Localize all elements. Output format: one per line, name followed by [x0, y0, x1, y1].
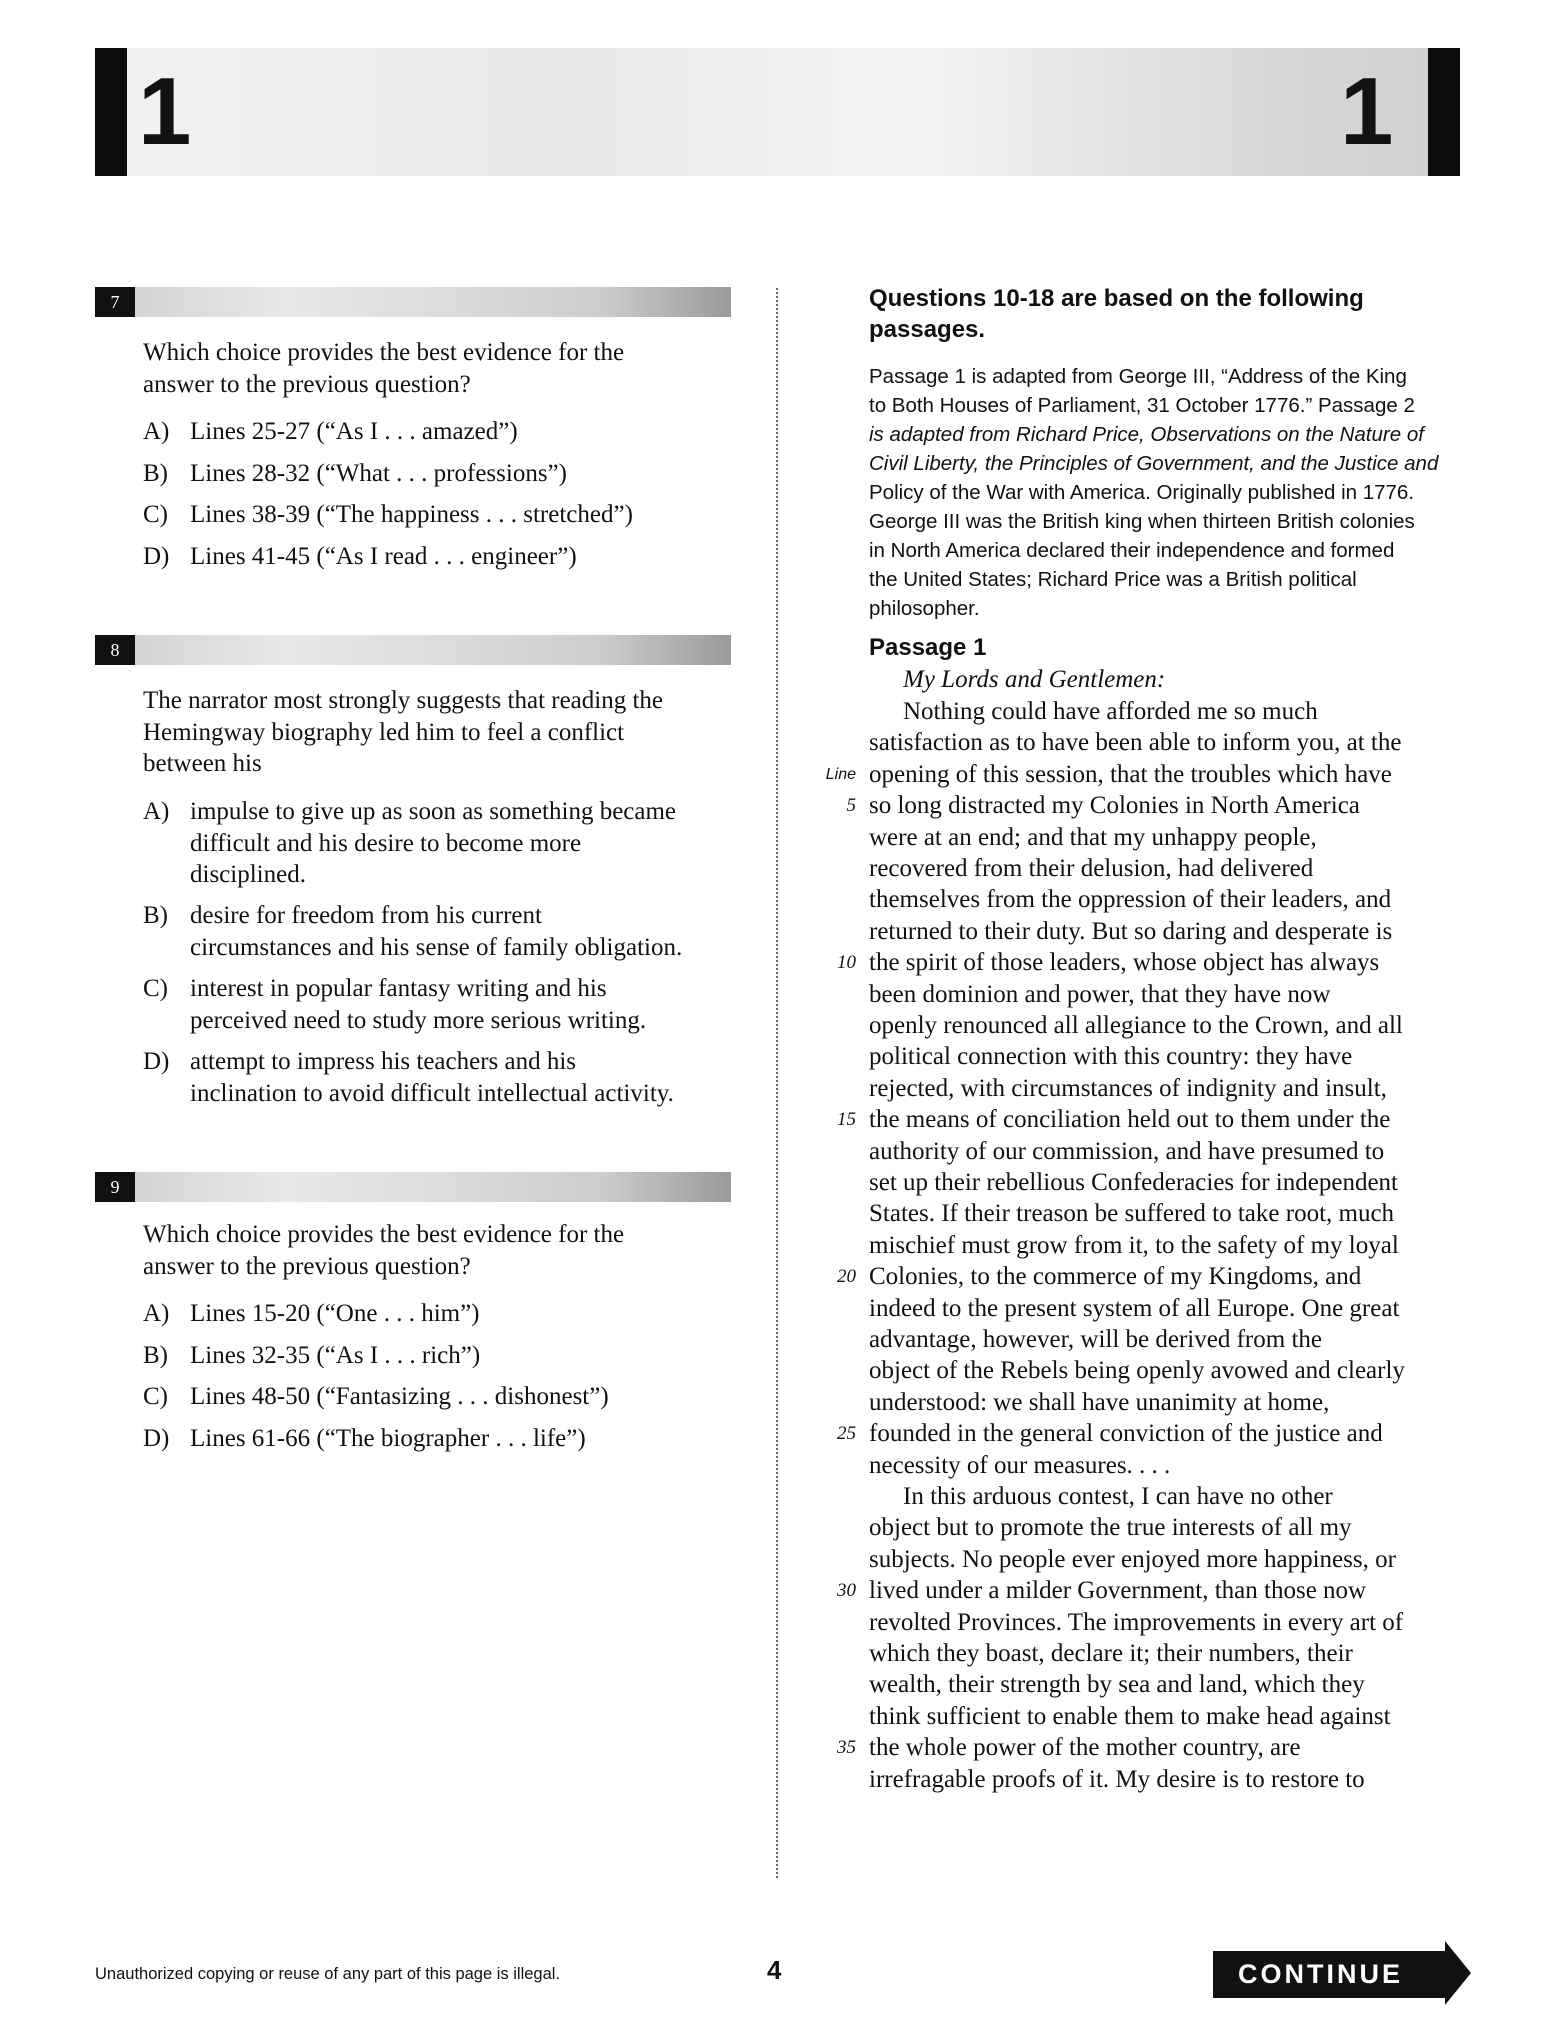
passage-line: think sufficient to enable them to make head against [869, 1702, 1391, 1730]
passage-line: authority of our commission, and have presumed to [869, 1137, 1385, 1165]
passage-line: wealth, their strength by sea and land, which they [869, 1671, 1365, 1699]
passage-line: indeed to the present system of all Europe. One great [869, 1294, 1400, 1322]
question-9-bar [95, 1172, 731, 1202]
passage-line: been dominion and power, that they have now [869, 980, 1331, 1008]
passage-line: understood: we shall have unanimity at home, [869, 1388, 1330, 1416]
passage-line: Colonies, to the commerce of my Kingdoms, and [869, 1263, 1362, 1291]
question-8-stem: The narrator most strongly suggests that reading the Hemingway biography led him to feel a conflict between his [143, 687, 664, 777]
question-7-number: 7 [95, 287, 135, 317]
line-number: 5 [846, 795, 856, 817]
passage-line: which they boast, declare it; their numbers, their [869, 1640, 1353, 1667]
passage-line: States. If their treason be suffered to take root, much [869, 1200, 1395, 1228]
passage-line: object of the Rebels being openly avowed and clearly [869, 1357, 1405, 1385]
passage-line: irrefragable proofs of it. My desire is to restore to [869, 1765, 1365, 1793]
passage-line: the whole power of the mother country, are [869, 1734, 1301, 1762]
question-8-bar [95, 635, 731, 665]
header-right-block [1428, 48, 1460, 176]
passage-line: the spirit of those leaders, whose object has always [869, 949, 1380, 977]
passage-introduction: Passage 1 is adapted from George III, “Address of the King to Both Houses of Parliament, 31 October 1776.” Passage 2 is adapted from Richard Price, Observations on the Nature of Civil Liberty, the Principles of Government, and the Justice and Policy of the War with America. Originally published in 1776. George III was the British king when thirteen British colonies in North America declared their independence and formed the United States; Richard Price was a British political philosopher. [869, 365, 1439, 620]
line-number: 35 [837, 1737, 856, 1759]
passage-line: Nothing could have afforded me so much [903, 698, 1318, 725]
passage-line: advantage, however, will be derived from the [869, 1326, 1322, 1353]
passage-line: themselves from the oppression of their leaders, and [869, 886, 1392, 914]
passage-line: founded in the general conviction of the justice and [869, 1420, 1383, 1448]
line-number: 20 [837, 1266, 856, 1288]
passage-line: set up their rebellious Confederacies for independent [869, 1169, 1398, 1196]
passage-line: opening of this session, that the troubles which have [869, 760, 1392, 788]
passage-line: In this arduous contest, I can have no other [903, 1483, 1333, 1510]
passage-line: lived under a milder Government, than those now [869, 1577, 1367, 1605]
section-number-left: 1 [138, 58, 192, 165]
copyright-notice: Unauthorized copying or reuse of any part of this page is illegal. [95, 1965, 561, 1983]
line-number: 30 [837, 1580, 856, 1602]
header-left-block [95, 48, 127, 176]
question-9-number: 9 [95, 1172, 135, 1202]
continue-arrow-icon[interactable] [1445, 1941, 1471, 2005]
passage-line: mischief must grow from it, to the safety of my loyal [869, 1231, 1399, 1259]
passage-line: necessity of our measures. . . . [869, 1451, 1171, 1479]
passage-line: satisfaction as to have been able to inform you, at the [869, 729, 1402, 757]
question-7-stem: Which choice provides the best evidence for the answer to the previous question? [143, 339, 625, 398]
passage-line: revolted Provinces. The improvements in every art of [869, 1608, 1404, 1636]
page-number: 4 [767, 1955, 782, 1985]
passage-line: were at an end; and that my unhappy people, [869, 823, 1317, 851]
passage-line: so long distracted my Colonies in North America [869, 792, 1360, 820]
question-7-bar [95, 287, 731, 317]
line-number: 15 [837, 1109, 856, 1131]
passage-line: object but to promote the true interests of all my [869, 1514, 1352, 1542]
salutation: My Lords and Gentlemen: [903, 666, 1166, 693]
passage-1-label: Passage 1 [869, 634, 987, 661]
continue-button[interactable]: CONTINUE [1213, 1951, 1445, 1998]
passage-line: the means of conciliation held out to them under the [869, 1106, 1391, 1134]
passage-line: returned to their duty. But so daring and desperate is [869, 917, 1393, 945]
question-9-stem: Which choice provides the best evidence for the answer to the previous question? [143, 1221, 625, 1280]
question-8-number: 8 [95, 635, 135, 665]
line-number: 25 [837, 1423, 856, 1445]
passage-line: political connection with this country: they have [869, 1043, 1353, 1071]
line-label: Line [825, 765, 856, 783]
passage-line: recovered from their delusion, had delivered [869, 855, 1314, 882]
header-band [95, 48, 1460, 176]
column-divider [776, 288, 778, 1878]
line-number: 10 [837, 952, 856, 974]
passage-line: openly renounced all allegiance to the Crown, and all [869, 1012, 1403, 1039]
passage-set-heading: Questions 10-18 are based on the following passages. [869, 285, 1364, 343]
section-number-right: 1 [1340, 58, 1394, 165]
passage-line: subjects. No people ever enjoyed more happiness, or [869, 1545, 1396, 1573]
passage-line: rejected, with circumstances of indignity and insult, [869, 1074, 1387, 1102]
